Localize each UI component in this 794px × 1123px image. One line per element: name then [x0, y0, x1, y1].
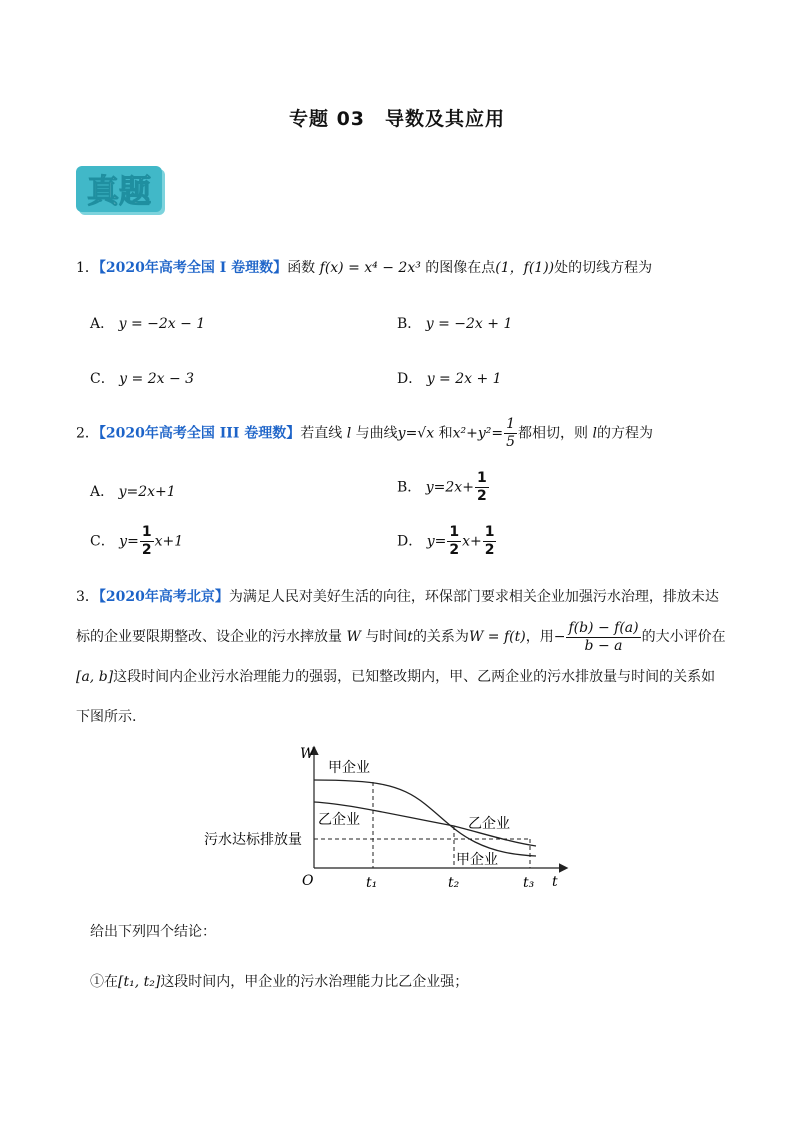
jia-label-top: 甲企业: [328, 760, 370, 776]
q2-option-a[interactable]: A． y=2x+1: [90, 484, 176, 500]
yi-label-right: 乙企业: [468, 816, 510, 832]
tick-t2: t₂: [448, 875, 460, 891]
jia-label-bottom: 甲企业: [456, 852, 498, 868]
q1-option-b[interactable]: B． y = −2x + 1: [397, 316, 513, 332]
question-2-stem: 2．【2020年高考全国 III 卷理数】若直线 l 与曲线y=√x 和x²+y²= $\frac{1}{5}$ 都相切，则 l的方程为: [76, 416, 653, 450]
conclusions-intro: 给出下列四个结论：: [90, 924, 216, 940]
q2-option-c[interactable]: C． y= $\frac{1}{2}$ x+1: [90, 524, 184, 558]
tick-t3: t₃: [523, 875, 535, 891]
origin-label: O: [302, 873, 314, 889]
yi-label-left: 乙企业: [318, 812, 360, 828]
q1-option-d[interactable]: D． y = 2x + 1: [397, 371, 502, 387]
standard-label: 污水达标排放量: [204, 832, 302, 848]
question-1-stem: 1．【2020年高考全国 I 卷理数】函数 f(x) = x⁴ − 2x³ 的图像在点(1，f(1))处的切线方程为: [76, 260, 653, 276]
q1-option-a[interactable]: A． y = −2x − 1: [90, 316, 206, 332]
q2-option-b[interactable]: B． y=2x+ $\frac{1}{2}$: [397, 470, 487, 504]
zhenti-badge: [76, 163, 168, 219]
emission-graph: [200, 742, 570, 896]
page-title: 专题 03 导数及其应用: [288, 108, 506, 130]
conclusion-1: ①在[t₁, t₂]这段时间内，甲企业的污水治理能力比乙企业强；: [90, 974, 469, 990]
tick-t1: t₁: [366, 875, 378, 891]
q2-option-d[interactable]: D． y= $\frac{1}{2}$ x+ $\frac{1}{2}$: [397, 524, 495, 558]
question-3-stem: 3．【2020年高考北京】为满足人民对美好生活的向往，环保部门要求相关企业加强污水治理，排放未达标的企业要限期整改、设企业的污水摔放量 W 与时间t的关系为W = f(t)，用− $\frac{f(b) - f(a)}{b - a}$ 的大小评价在 [a, b]这段时间内企业污水治理能力的强弱，已知整改期内，甲、乙两企业的污水排放量与时间的关系如下图所示.: [76, 589, 726, 725]
badge-text: 真题: [86, 172, 152, 210]
q1-option-c[interactable]: C． y = 2x − 3: [90, 371, 195, 387]
x-axis-label: t: [552, 874, 558, 890]
y-axis-label: W: [300, 746, 315, 762]
